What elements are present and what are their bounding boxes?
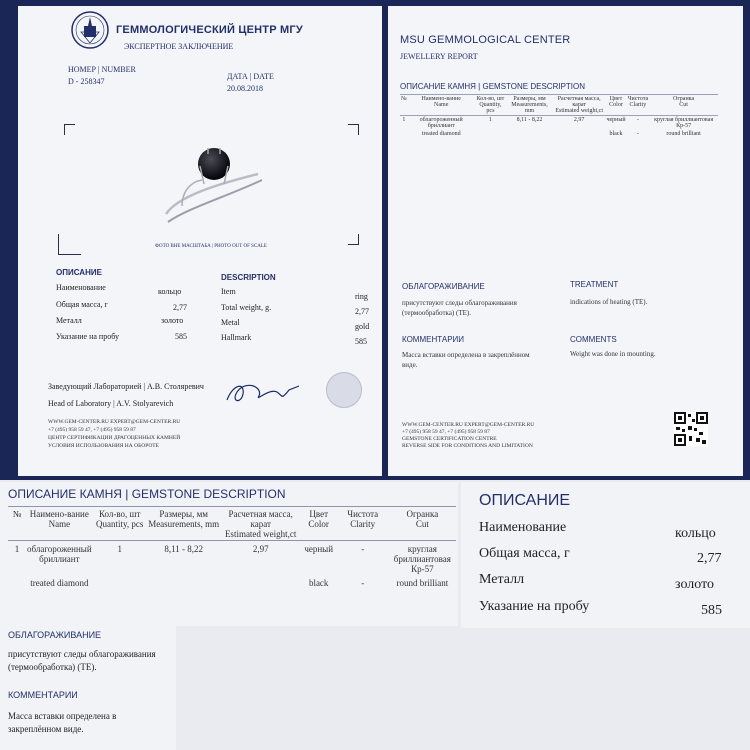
description-zoom-panel [461, 482, 750, 628]
qr-code-icon [674, 412, 708, 446]
header-weight: Расчетная масса, карат Estimated weight,ct [224, 509, 297, 539]
report-subtitle-en: JEWELLERY REPORT [400, 52, 478, 61]
comments-title-en: COMMENTS [570, 335, 617, 344]
gemstone-title: ОПИСАНИЕ КАМНЯ | GEMSTONE DESCRIPTION [8, 487, 286, 501]
treatment-text-ru: присутствуют следы облагораживания (термообработка) (ТЕ). [402, 299, 517, 317]
treatment-text-en: indications of heating (TE). [570, 298, 648, 306]
treatment-title-en: TREATMENT [570, 280, 619, 289]
footer-line: GEMSTONE CERTIFICATION CENTRE [402, 436, 497, 442]
photo-corner [348, 234, 359, 245]
description-title-ru: ОПИСАНИЕ [56, 268, 102, 277]
photo-corner [348, 124, 359, 135]
center-title-ru: ГЕММОЛОГИЧЕСКИЙ ЦЕНТР МГУ [116, 24, 303, 36]
desc-value-ru: 585 [175, 332, 187, 341]
small-header-clarity: Чистота Clarity [627, 96, 649, 108]
table-cell: - [361, 578, 365, 588]
head-en-label: Head of Laboratory [48, 399, 112, 408]
table-cell [8, 575, 26, 589]
date-label: ДАТА | DATE [227, 72, 274, 81]
header-num: № [12, 509, 22, 519]
comments-text-en: Weight was done in mounting. [570, 350, 656, 358]
table-cell [147, 575, 221, 589]
desc-value-en: ring [355, 292, 368, 301]
header-cut: Огранка Cut [406, 509, 439, 529]
table-cell: облагороженный бриллиант [27, 544, 92, 564]
table-cell: 8,11 - 8,22 [164, 544, 204, 554]
footer-line: +7 (495) 958 59 47, +7 (495) 958 59 87 [402, 429, 490, 435]
desc-value-en: 2,77 [355, 307, 369, 316]
small-header-num: № [401, 96, 407, 102]
head-en-name: A.V. Stolyarevich [116, 399, 174, 408]
photo-corner [58, 234, 81, 255]
footer-line: WWW.GEM-CENTER.RU EXPERT@GEM-CENTER.RU [402, 422, 535, 428]
header-quantity: Кол-во, шт Quantity, pcs [95, 509, 144, 529]
head-ru-label: Заведующий Лабораторией [48, 382, 142, 391]
desc-label-en: Total weight, g. [221, 303, 272, 312]
msu-logo-icon [70, 10, 110, 50]
head-ru-name: А.В. Столяревич [147, 382, 204, 391]
photo-corner [64, 124, 75, 135]
desc-value-en: 585 [355, 337, 367, 346]
zoom-treatment-title: ОБЛАГОРАЖИВАНИЕ [8, 630, 102, 640]
small-cell [506, 130, 553, 138]
head-ru: Заведующий Лабораторией | А.В. Столяревич [48, 382, 204, 391]
desc-label-ru: Металл [56, 316, 82, 325]
footer-line: +7 (495) 958 59 47, +7 (495) 958 59 87 [48, 427, 136, 433]
header-color: Цвет Color [308, 509, 329, 529]
desc-value-ru: 2,77 [173, 303, 187, 312]
table-cell: treated diamond [30, 578, 89, 588]
comments-text-ru: Масса вставки определена в закреплённом виде. [402, 351, 530, 369]
table-cell: черный [304, 544, 334, 554]
description-title-en: DESCRIPTION [221, 273, 276, 282]
small-cell: - [636, 131, 639, 137]
small-cell [400, 130, 408, 138]
ring-photo [158, 136, 268, 236]
gemstone-table [8, 508, 456, 589]
table-cell: 2,97 [252, 544, 269, 554]
footer-line: УСЛОВИЯ ИСПОЛЬЗОВАНИЯ НА ОБОРОТЕ [48, 443, 160, 449]
table-cell [93, 575, 147, 589]
zoom-desc-label: Наименование [479, 520, 567, 535]
table-cell: black [308, 578, 329, 588]
treatment-zoom-panel [0, 626, 176, 750]
comments-title-ru: КОММЕНТАРИИ [402, 335, 465, 344]
desc-label-ru: Указание на пробу [56, 332, 119, 341]
zoom-desc-value: золото [675, 577, 714, 592]
zoom-description-title: ОПИСАНИЕ [479, 492, 571, 509]
certificate-right-page [388, 6, 743, 476]
small-cell: 8,11 - 8,22 [516, 117, 543, 123]
header-name: Наимено-вание Name [29, 509, 89, 529]
desc-label-en: Item [221, 287, 236, 296]
header-clarity: Чистота Clarity [347, 509, 379, 529]
small-header-name: Наимено-вание Name [421, 96, 461, 108]
small-cell: 2,97 [573, 117, 585, 123]
gemstone-title-small: ОПИСАНИЕ КАМНЯ | GEMSTONE DESCRIPTION [400, 82, 586, 91]
left-footer [48, 418, 180, 450]
head-en: Head of Laboratory | A.V. Stolyarevich [48, 399, 174, 408]
footer-line: WWW.GEM-CENTER.RU EXPERT@GEM-CENTER.RU [48, 419, 181, 425]
small-cell: round brilliant [666, 131, 701, 137]
zoom-desc-value: 585 [701, 603, 722, 618]
zoom-desc-value: кольцо [675, 526, 716, 541]
table-cell: round brilliant [396, 578, 449, 588]
treatment-title-ru: ОБЛАГОРАЖИВАНИЕ [402, 282, 485, 291]
table-cell: круглая бриллиантовая Кр-57 [393, 544, 451, 574]
zoom-comments-text: Масса вставки определена в закреплённом виде. [8, 711, 117, 734]
small-cell [553, 130, 606, 138]
desc-label-en: Hallmark [221, 333, 252, 342]
small-cell [475, 130, 506, 138]
certificate-left-page [18, 6, 382, 476]
small-cell: black [609, 131, 623, 137]
divider [8, 506, 456, 507]
date-value: 20.08.2018 [227, 84, 263, 93]
small-cell: treated diamond [421, 131, 461, 137]
small-cell: черный [606, 117, 626, 123]
desc-label-en: Metal [221, 318, 240, 327]
center-title-en: MSU GEMMOLOGICAL CENTER [400, 34, 571, 46]
header-measurements: Размеры, мм Measurements, mm [148, 509, 220, 529]
signature-icon [223, 378, 303, 408]
small-cell: облагороженный бриллиант [419, 117, 463, 129]
zoom-comments-title: КОММЕНТАРИИ [8, 690, 78, 700]
right-footer [402, 422, 534, 450]
desc-label-ru: Наименование [56, 283, 106, 292]
small-header-size: Размеры, мм Measurements, mm [511, 96, 548, 114]
zoom-desc-label: Общая масса, г [479, 546, 570, 561]
small-header-color: Цвет Color [609, 96, 623, 108]
photo-caption: ФОТО ВНЕ МАСШТАБА | PHOTO OUT OF SCALE [155, 244, 267, 249]
desc-value-ru: кольцо [158, 287, 182, 296]
small-header-qty: Кол-во, шт Quantity, pcs [476, 96, 505, 114]
zoom-treatment-text: присутствуют следы облагораживания (термообработка) (ТЕ). [8, 649, 156, 672]
desc-label-ru: Общая масса, г [56, 300, 108, 309]
table-cell: 1 [14, 544, 20, 554]
small-cell: 1 [402, 117, 406, 123]
small-cell: 1 [488, 117, 492, 123]
number-label: НОМЕР | NUMBER [68, 65, 136, 74]
small-cell: - [636, 117, 639, 123]
small-header-cut: Огранка Cut [673, 96, 695, 108]
desc-value-en: gold [355, 322, 370, 331]
table-cell: 1 [117, 544, 122, 554]
small-header-weight: Расчетная масса, карат Estimated weight,ct [555, 96, 603, 114]
report-subtitle-ru: ЭКСПЕРТНОЕ ЗАКЛЮЧЕНИЕ [124, 42, 234, 51]
number-value: D - 258347 [68, 77, 105, 86]
desc-value-ru: золото [161, 316, 184, 325]
footer-line: ЦЕНТР СЕРТИФИКАЦИИ ДРАГОЦЕННЫХ КАМНЕЙ [48, 435, 181, 441]
gemstone-table-small [400, 95, 718, 138]
zoom-desc-label: Указание на пробу [479, 599, 590, 614]
zoom-desc-label: Металл [479, 572, 525, 587]
footer-line: REVERSE SIDE FOR CONDITIONS AND LIMITATION [402, 443, 533, 449]
hologram-seal-icon [326, 372, 362, 408]
zoom-desc-value: 2,77 [697, 551, 722, 566]
table-cell [221, 575, 301, 589]
small-cell: круглая бриллиантовая Кр-57 [654, 117, 714, 129]
table-cell: - [361, 544, 365, 554]
gemstone-zoom-panel [0, 482, 458, 626]
